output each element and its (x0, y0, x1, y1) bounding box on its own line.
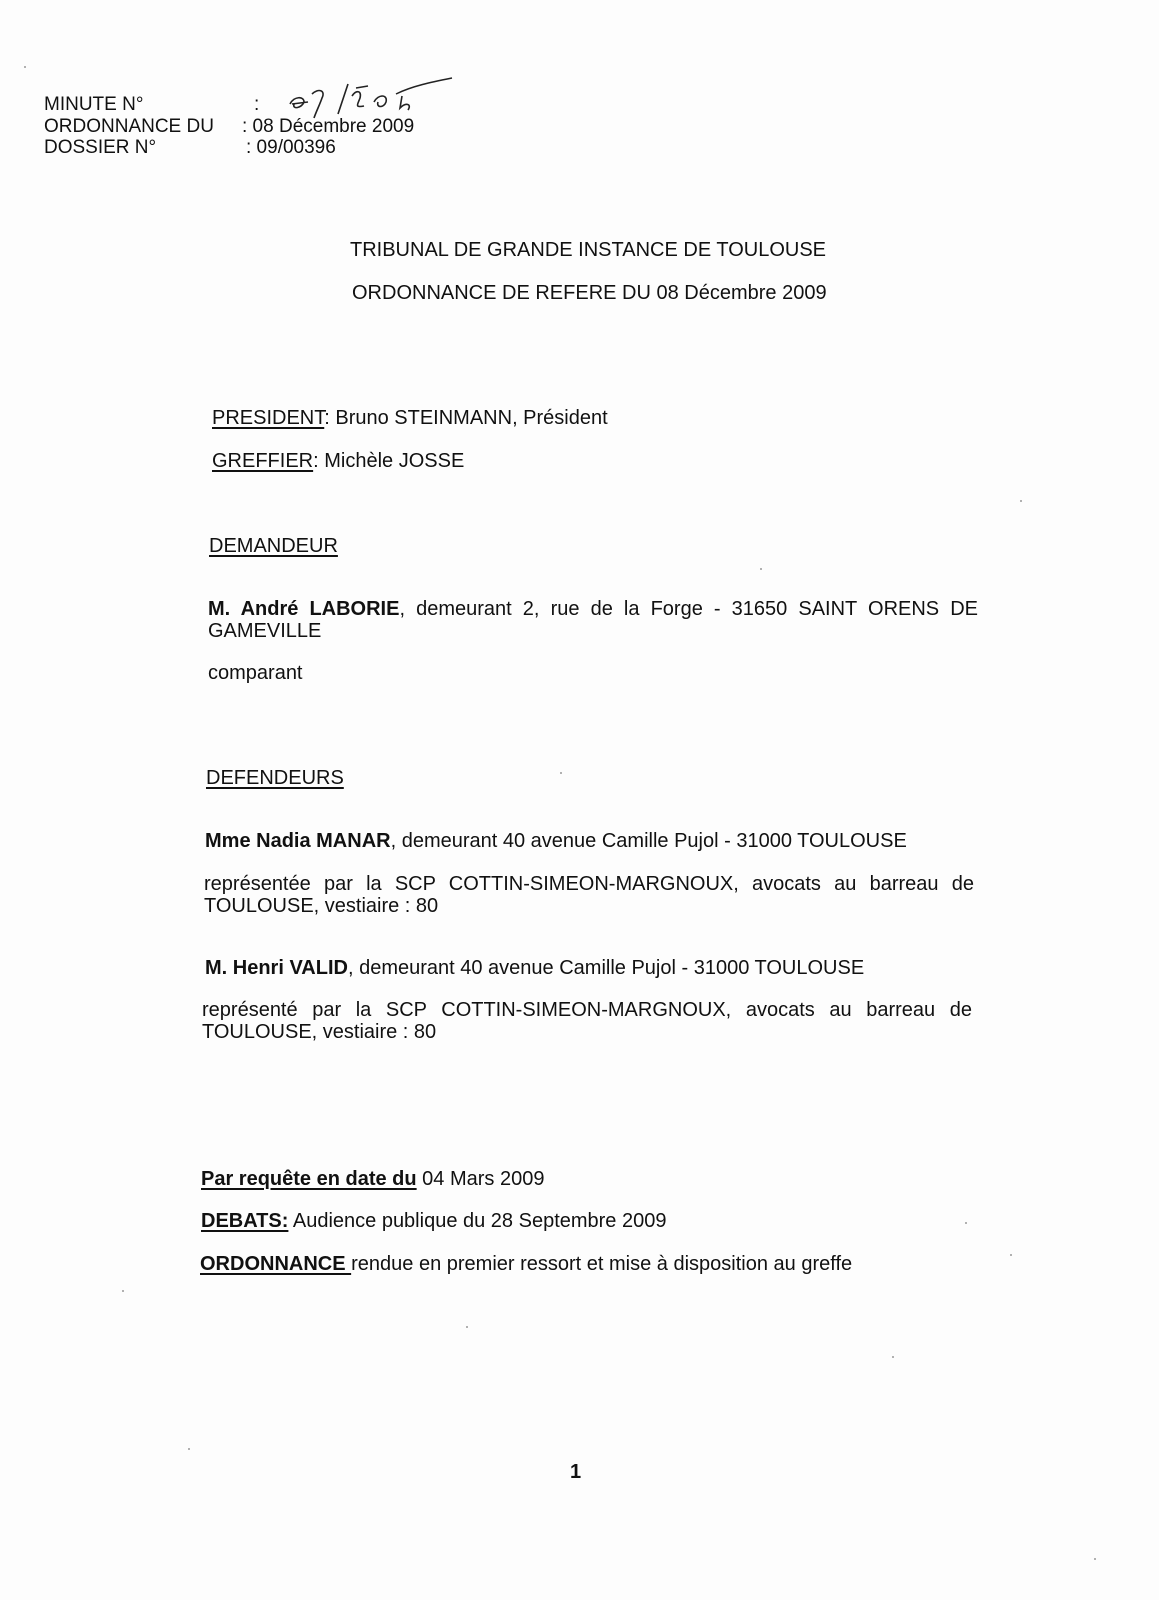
defendeur2-address: , demeurant 40 avenue Camille Pujol - 31000 TOULOUSE (347, 957, 865, 979)
demandeur-address-line2: GAMEVILLE (208, 620, 322, 642)
defendeur2-rep-line1: représenté par la SCP COTTIN-SIMEON-MARGNOUX, avocats au barreau de (202, 999, 972, 1021)
scan-speck (965, 1222, 967, 1224)
debats-value: Audience publique du 28 Septembre 2009 (288, 1210, 667, 1232)
requete-label: Par requête en date du (201, 1168, 417, 1190)
defendeur1-name: Mme Nadia MANAR (205, 830, 391, 852)
dossier-value: : 09/00396 (246, 137, 336, 158)
debats-label: DEBATS: (201, 1210, 289, 1232)
page-number: 1 (570, 1461, 582, 1483)
defendeurs-heading: DEFENDEURS (206, 767, 344, 789)
debats-line (201, 1210, 666, 1233)
defendeur1-rep-line1: représentée par la SCP COTTIN-SIMEON-MARGNOUX, avocats au barreau de (204, 873, 974, 895)
demandeur-name: M. André LABORIE (208, 598, 400, 620)
scan-speck (760, 568, 762, 570)
scan-speck (188, 1448, 190, 1450)
ordonnance-date-value: : 08 Décembre 2009 (242, 116, 415, 137)
president-label: PRESIDENT (212, 407, 325, 429)
defendeur1-rep-line2: TOULOUSE, vestiaire : 80 (204, 895, 439, 917)
scan-speck (1020, 500, 1022, 502)
demandeur-heading: DEMANDEUR (209, 535, 338, 557)
ordonnance-label: ORDONNANCE (200, 1253, 352, 1275)
order-title: ORDONNANCE DE REFERE DU 08 Décembre 2009 (352, 282, 827, 304)
scan-speck (466, 1326, 468, 1328)
requete-value: 04 Mars 2009 (416, 1168, 545, 1190)
president-line (212, 407, 608, 430)
demandeur-address: , demeurant 2, rue de la Forge - 31650 SAINT ORENS DE (399, 598, 979, 620)
ordonnance-date-label: ORDONNANCE DU (44, 116, 214, 137)
greffier-label: GREFFIER (212, 450, 314, 472)
defendeur2-rep-line2: TOULOUSE, vestiaire : 80 (202, 1021, 437, 1043)
ordonnance-line (200, 1253, 852, 1276)
defendeur2-name: M. Henri VALID (205, 957, 348, 979)
scan-speck (24, 66, 26, 68)
president-value: : Bruno STEINMANN, Président (324, 407, 608, 429)
greffier-value: : Michèle JOSSE (313, 450, 465, 472)
handwritten-minute-number (282, 74, 457, 122)
greffier-line (212, 450, 464, 473)
defendeur1-address: , demeurant 40 avenue Camille Pujol - 31000 TOULOUSE (390, 830, 907, 852)
demandeur-status: comparant (208, 662, 303, 684)
ordonnance-value: rendue en premier ressort et mise à disposition au greffe (351, 1253, 853, 1275)
demandeur-address-line1 (208, 598, 978, 620)
scan-speck (560, 772, 562, 774)
defendeur2-line (205, 957, 864, 980)
scan-speck (1010, 1254, 1012, 1256)
minute-label: MINUTE N° (44, 94, 144, 115)
scan-speck (1094, 1558, 1096, 1560)
dossier-label: DOSSIER N° (44, 137, 157, 158)
defendeur1-line (205, 830, 907, 853)
minute-separator: : (254, 94, 260, 115)
scan-speck (892, 1356, 894, 1358)
requete-line (201, 1168, 544, 1191)
court-title: TRIBUNAL DE GRANDE INSTANCE DE TOULOUSE (350, 239, 827, 261)
scan-speck (122, 1290, 124, 1292)
